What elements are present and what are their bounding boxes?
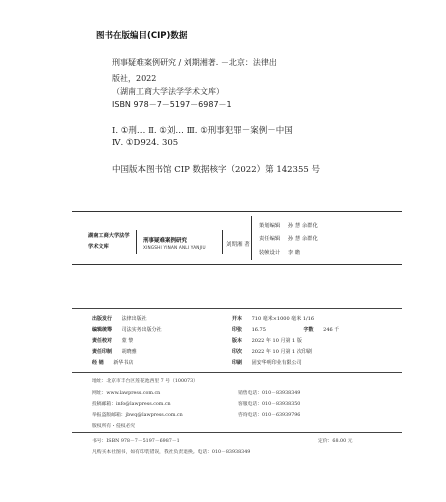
- pub-value: 246 千: [323, 327, 340, 333]
- staff-row: [259, 221, 318, 229]
- divider: [222, 230, 223, 254]
- pub-row: [232, 348, 312, 355]
- pub-label: 印刷: [232, 360, 243, 366]
- inquiry-phone: 咨询电话：010－63939796: [238, 413, 301, 418]
- copyright-notice: 版权所有・侵权必究: [92, 424, 136, 429]
- pub-label: 字数: [303, 327, 314, 333]
- contact-top-rule: [72, 372, 402, 373]
- pub-row: [92, 348, 137, 355]
- cip-isbn-line: ISBN 978－7－5197－6987－1: [112, 100, 232, 109]
- pub-label: 开本: [232, 316, 243, 322]
- pub-label: 责任印制: [92, 349, 113, 355]
- pub-label: 版本: [232, 338, 243, 344]
- sales-phone: 销售电话：010－83938349: [238, 391, 301, 396]
- return-notice: 凡购买本社图书，如有印装错误，我社负责退换。电话：010－83938349: [92, 450, 251, 455]
- pub-row: [232, 326, 339, 333]
- pub-value: 固安华明印业有限公司: [251, 360, 302, 366]
- staff-role: 责任编辑: [259, 236, 281, 242]
- cip-publisher-line: 版社，2022: [112, 74, 157, 83]
- pub-value: 2022 年 10 月第 1 版: [251, 338, 302, 344]
- pub-value: 胡晓雅: [121, 349, 137, 355]
- pub-label: 责任校对: [92, 338, 113, 344]
- pub-row: [92, 337, 133, 344]
- book-author: 刘期湘 著: [226, 242, 250, 248]
- staff-role: 装帧设计: [259, 250, 281, 256]
- pub-row: [92, 315, 147, 322]
- publisher-address: 地址：北京市丰台区莲花池西里 7 号（100073）: [92, 379, 198, 384]
- series-name: 湖南工商大学法学学术文库: [88, 233, 130, 250]
- top-rule: [72, 211, 402, 212]
- pub-label: 印次: [232, 349, 243, 355]
- pub-label: 编辑统筹: [92, 327, 113, 333]
- pub-value: 710 毫米×1000 毫米 1/16: [251, 316, 315, 322]
- cip-classification-line: Ⅰ. ①刑… Ⅱ. ①刘… Ⅲ. ①刑事犯罪－案例－中国: [112, 126, 293, 136]
- cip-series-line: （湖南工商大学法学学术文库）: [112, 87, 224, 96]
- cip-heading: 图书在版编目(CIP)数据: [96, 31, 188, 41]
- pub-row: [232, 337, 302, 344]
- staff-names: 孙 慧 余群化: [287, 236, 318, 242]
- staff-role: 策划编辑: [259, 223, 281, 229]
- book-title-pinyin: XINGSHI YINAN ANLI YANJIU: [143, 245, 206, 250]
- cip-title-line: 刑事疑难案例研究 / 刘期湘著. －北京：法律出: [112, 58, 277, 67]
- pub-row: [232, 359, 302, 366]
- staff-row: [259, 248, 300, 256]
- staff-row: [259, 234, 318, 242]
- price: 定价：68.00 元: [318, 439, 353, 444]
- pub-label: 出版发行: [92, 316, 113, 322]
- pub-label: 经 销: [92, 360, 104, 366]
- pub-value: 蒙 黎: [121, 338, 134, 344]
- book-title: 刑事疑难案例研究: [143, 238, 188, 244]
- pub-label: 印张: [232, 327, 243, 333]
- website: 网址：www.lawpress.com.cn: [92, 391, 161, 396]
- pub-value: 2022 年 10 月第 1 次印刷: [251, 349, 312, 355]
- pub-row: [92, 326, 162, 333]
- publication-top-rule: [72, 308, 402, 309]
- pub-value: 司法实务出版分社: [121, 327, 162, 333]
- service-phone: 客服电话：010－83938350: [238, 402, 301, 407]
- staff-names: 孙 慧 余群化: [287, 223, 318, 229]
- cip-record-number: 中国版本图书馆 CIP 数据核字（2022）第 142355 号: [112, 165, 320, 175]
- pub-row: [232, 315, 314, 322]
- footer-top-rule: [72, 432, 402, 433]
- cip-classification-number: Ⅳ. ①D924. 305: [112, 138, 179, 148]
- submission-email: 投稿邮箱：info@lawpress.com.cn: [92, 402, 171, 407]
- divider: [251, 216, 252, 260]
- divider: [136, 230, 137, 254]
- box-bottom-rule: [72, 264, 402, 265]
- pub-value: 法律出版社: [121, 316, 147, 322]
- staff-names: 李 瞻: [287, 250, 301, 256]
- piracy-report-email: 举报盗版邮箱：jbwq@lawpress.com.cn: [92, 413, 183, 418]
- pub-value: 新华书店: [113, 360, 134, 366]
- pub-value: 16.75: [251, 327, 266, 333]
- pub-row: [92, 359, 133, 366]
- book-number: 书号：ISBN 978－7－5197－6987－1: [92, 439, 180, 444]
